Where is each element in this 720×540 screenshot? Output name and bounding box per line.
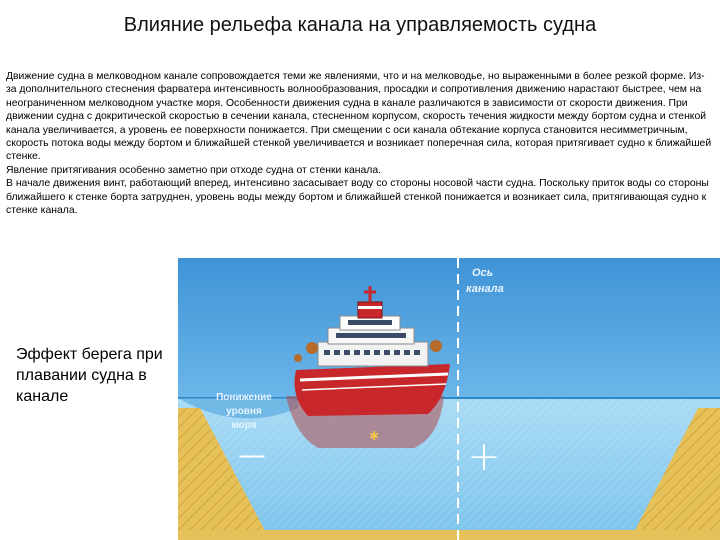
sky-background (178, 258, 720, 398)
body-text (6, 70, 714, 217)
canal-ship-illustration (178, 258, 720, 540)
paragraph: В начале движения винт, работающий вперед, интенсивно засасывает воду со стороны носовой части судна. Поскольку приток воды со стороны ближайшего к стенке борта затруднен, уровень воды между бортом и ближайшей стенкой понижается и возникает сила, притягивающая судно к стенке канала. (6, 178, 709, 217)
level-drop-label: Понижение (216, 392, 272, 403)
level-drop-label: уровня (226, 406, 262, 417)
figure-caption: Эффект берега при плавании судна в канале (16, 346, 163, 405)
level-drop-label: моря (231, 420, 257, 431)
minus-sign: — (238, 438, 266, 471)
axis-label: канала (466, 283, 504, 295)
paragraph: Явление притягивания особенно заметно при отходе судна от стенки канала. (6, 164, 382, 176)
plus-sign: + (467, 434, 501, 480)
slide-title: Влияние рельефа канала на управляемость судна (123, 14, 597, 36)
paragraph: Движение судна в мелководном канале сопровождается теми же явлениями, что и на мелководье, но выраженными в более резкой форме. Из-за дополнительного стеснения фарватера интенсивность волнообразования, просадки и сопротивления движению нарастают быстрее, чем на неограниченном мелководном участке моря. Особенности движения судна в канале различаются в зависимости от скорости движения. При движении судна с докритической скоростью в сечении канала, стесненном корпусом, скорость течения жидкости между бортом судна и стенкой канала увеличивается, а уровень ее поверхности понижается. При смещении с оси канала обтекание корпуса становится несимметричным, скорость потока воды между бортом и ближайшей стенкой увеличивается и возникает поперечная сила, которая притягивает судно к ближайшей стенке. (6, 71, 712, 163)
axis-label: Ось (472, 267, 494, 279)
svg-text:✱: ✱ (368, 429, 380, 443)
